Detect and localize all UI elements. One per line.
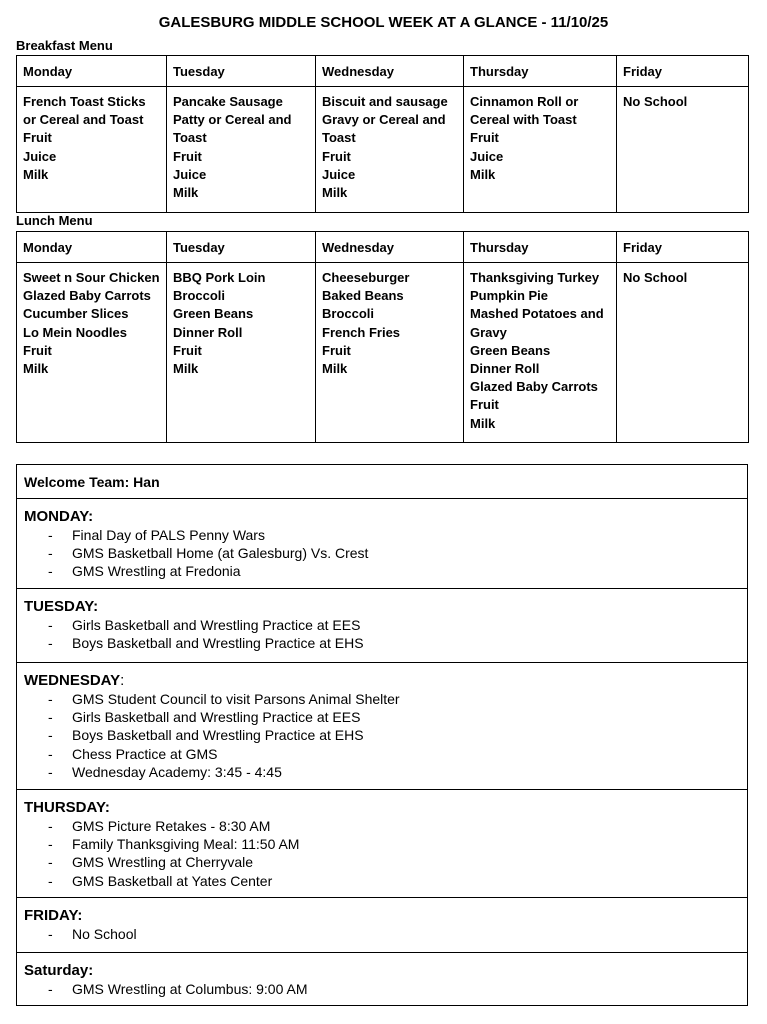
menu-item: Milk xyxy=(173,361,199,377)
event-item xyxy=(48,726,747,744)
bullet-dash: - xyxy=(48,818,53,834)
menu-item: Broccoli xyxy=(173,288,226,304)
lunch-cell-tuesday xyxy=(167,263,316,443)
event-text: GMS Basketball at Yates Center xyxy=(72,872,273,889)
event-text: No School xyxy=(72,926,137,942)
breakfast-header-wednesday: Wednesday xyxy=(316,56,464,87)
day-tuesday xyxy=(17,589,747,663)
menu-item: Fruit xyxy=(23,342,52,358)
menu-item: Milk xyxy=(470,415,496,431)
event-list xyxy=(17,526,747,581)
event-text: GMS Basketball Home (at Galesburg) Vs. Crest xyxy=(72,545,369,562)
menu-item: Baked Beans xyxy=(322,288,404,304)
menu-item: Broccoli xyxy=(322,306,375,322)
breakfast-menu-table xyxy=(16,55,749,213)
event-list xyxy=(17,925,747,943)
event-item xyxy=(48,853,747,871)
lunch-header-monday: Monday xyxy=(17,232,167,263)
breakfast-header-monday: Monday xyxy=(17,56,167,87)
menu-item: Milk xyxy=(173,185,199,201)
day-heading: Saturday: xyxy=(24,962,94,979)
event-text: Boys Basketball and Wrestling Practice at EHS xyxy=(72,727,364,744)
day-heading-colon: : xyxy=(120,672,125,689)
event-item xyxy=(48,562,747,580)
event-item xyxy=(48,526,747,544)
lunch-cell-friday xyxy=(617,263,749,443)
menu-item: Fruit xyxy=(322,148,351,164)
menu-item: Thanksgiving Turkey xyxy=(470,270,600,285)
bullet-dash: - xyxy=(48,727,53,744)
day-heading: FRIDAY: xyxy=(24,907,83,924)
event-item xyxy=(48,872,747,890)
bullet-dash: - xyxy=(48,691,53,707)
bullet-dash: - xyxy=(48,709,53,726)
menu-item: Glazed Baby Carrots xyxy=(23,288,151,304)
event-list xyxy=(17,980,747,998)
menu-item: Milk xyxy=(470,166,496,182)
menu-item: Milk xyxy=(322,361,348,377)
event-list xyxy=(17,616,747,652)
breakfast-header-friday: Friday xyxy=(617,56,749,87)
event-list xyxy=(17,817,747,890)
bullet-dash: - xyxy=(48,981,53,997)
breakfast-header-tuesday: Tuesday xyxy=(167,56,316,87)
menu-item: French Fries xyxy=(322,324,401,340)
event-text: Final Day of PALS Penny Wars xyxy=(72,527,265,543)
bullet-dash: - xyxy=(48,635,53,652)
menu-item: Fruit xyxy=(322,342,351,358)
menu-item: BBQ Pork Loin xyxy=(173,270,266,285)
menu-item: Milk xyxy=(23,361,49,377)
event-text: Wednesday Academy: 3:45 - 4:45 xyxy=(72,763,282,780)
event-text: GMS Wrestling at Columbus: 9:00 AM xyxy=(72,981,308,997)
event-text: Chess Practice at GMS xyxy=(72,745,218,762)
day-wednesday xyxy=(17,663,747,790)
menu-item: Fruit xyxy=(470,397,499,413)
event-item xyxy=(48,817,747,835)
breakfast-header-thursday: Thursday xyxy=(464,56,617,87)
events-table xyxy=(16,464,748,1006)
lunch-header-wednesday: Wednesday xyxy=(316,232,464,263)
breakfast-items-row xyxy=(17,87,749,213)
menu-item: Dinner Roll xyxy=(470,361,540,377)
menu-item: Green Beans xyxy=(173,306,254,322)
lunch-header-friday: Friday xyxy=(617,232,749,263)
lunch-items-row xyxy=(17,263,749,443)
menu-item: Glazed Baby Carrots xyxy=(470,379,598,395)
menu-item: Biscuit and sausage Gravy or Cereal and Toast xyxy=(322,94,448,146)
page-title: GALESBURG MIDDLE SCHOOL WEEK AT A GLANCE - 11/10/25 xyxy=(158,14,609,31)
menu-item: Milk xyxy=(23,166,49,182)
menu-item: No School xyxy=(623,94,688,109)
menu-item: Cucumber Slices xyxy=(23,306,129,322)
bullet-dash: - xyxy=(48,545,53,562)
menu-item: Juice xyxy=(322,166,356,182)
bullet-dash: - xyxy=(48,563,53,580)
day-saturday xyxy=(17,953,747,1005)
bullet-dash: - xyxy=(48,926,53,942)
day-heading: MONDAY: xyxy=(24,508,94,525)
bullet-dash: - xyxy=(48,763,53,780)
lunch-header-row xyxy=(17,232,749,263)
day-heading: TUESDAY: xyxy=(24,598,99,615)
menu-item: Lo Mein Noodles xyxy=(23,324,127,340)
menu-item: Fruit xyxy=(23,130,52,146)
bullet-dash: - xyxy=(48,872,53,889)
event-text: Boys Basketball and Wrestling Practice at EHS xyxy=(72,635,364,652)
lunch-cell-wednesday xyxy=(316,263,464,443)
lunch-menu-label: Lunch Menu xyxy=(16,213,93,228)
event-text: GMS Student Council to visit Parsons Animal Shelter xyxy=(72,691,400,707)
menu-item: French Toast Sticks or Cereal and Toast xyxy=(23,94,146,128)
menu-item: Juice xyxy=(23,148,57,164)
bullet-dash: - xyxy=(48,527,53,543)
day-thursday xyxy=(17,790,747,898)
breakfast-cell-thursday xyxy=(464,87,617,213)
event-item xyxy=(48,980,747,998)
event-list xyxy=(17,690,747,781)
menu-item: Fruit xyxy=(173,342,202,358)
event-item xyxy=(48,925,747,943)
day-heading-text: WEDNESDAY xyxy=(24,672,121,689)
day-monday xyxy=(17,499,747,589)
event-item xyxy=(48,745,747,763)
event-item xyxy=(48,763,747,781)
lunch-header-tuesday: Tuesday xyxy=(167,232,316,263)
lunch-menu-table xyxy=(16,231,749,443)
breakfast-header-row xyxy=(17,56,749,87)
welcome-row xyxy=(17,465,747,499)
menu-item: Cinnamon Roll or Cereal with Toast xyxy=(470,94,579,128)
event-text: GMS Wrestling at Fredonia xyxy=(72,563,241,580)
menu-item: Sweet n Sour Chicken xyxy=(23,270,160,285)
lunch-cell-thursday xyxy=(464,263,617,443)
menu-item: Juice xyxy=(470,148,504,164)
event-text: GMS Wrestling at Cherryvale xyxy=(72,854,254,871)
event-item xyxy=(48,616,747,634)
menu-item: Juice xyxy=(173,166,207,182)
menu-item: Fruit xyxy=(470,130,499,146)
bullet-dash: - xyxy=(48,745,53,762)
breakfast-cell-tuesday xyxy=(167,87,316,213)
event-item xyxy=(48,544,747,562)
breakfast-cell-wednesday xyxy=(316,87,464,213)
menu-item: Milk xyxy=(322,185,348,201)
event-item xyxy=(48,835,747,853)
menu-item: Cheeseburger xyxy=(322,270,410,285)
event-item xyxy=(48,690,747,708)
welcome-team: Welcome Team: Han xyxy=(24,474,160,490)
menu-item: Mashed Potatoes and Gravy xyxy=(470,306,604,340)
event-text: Girls Basketball and Wrestling Practice at EES xyxy=(72,709,361,726)
day-heading: THURSDAY: xyxy=(24,799,110,816)
day-heading xyxy=(17,663,747,690)
event-text: GMS Picture Retakes - 8:30 AM xyxy=(72,818,271,834)
menu-item: Pumpkin Pie xyxy=(470,288,549,304)
menu-item: Fruit xyxy=(173,148,202,164)
breakfast-cell-friday xyxy=(617,87,749,213)
bullet-dash: - xyxy=(48,854,53,871)
breakfast-menu-label: Breakfast Menu xyxy=(16,38,113,53)
lunch-header-thursday: Thursday xyxy=(464,232,617,263)
breakfast-cell-monday xyxy=(17,87,167,213)
day-friday xyxy=(17,898,747,953)
menu-item: Pancake Sausage Patty or Cereal and Toast xyxy=(173,94,292,146)
menu-item: No School xyxy=(623,270,688,285)
lunch-cell-monday xyxy=(17,263,167,443)
event-item xyxy=(48,708,747,726)
event-item xyxy=(48,634,747,652)
menu-item: Green Beans xyxy=(470,342,551,358)
bullet-dash: - xyxy=(48,836,53,853)
event-text: Girls Basketball and Wrestling Practice at EES xyxy=(72,617,361,633)
event-text: Family Thanksgiving Meal: 11:50 AM xyxy=(72,836,300,853)
menu-item: Dinner Roll xyxy=(173,324,243,340)
bullet-dash: - xyxy=(48,617,53,633)
